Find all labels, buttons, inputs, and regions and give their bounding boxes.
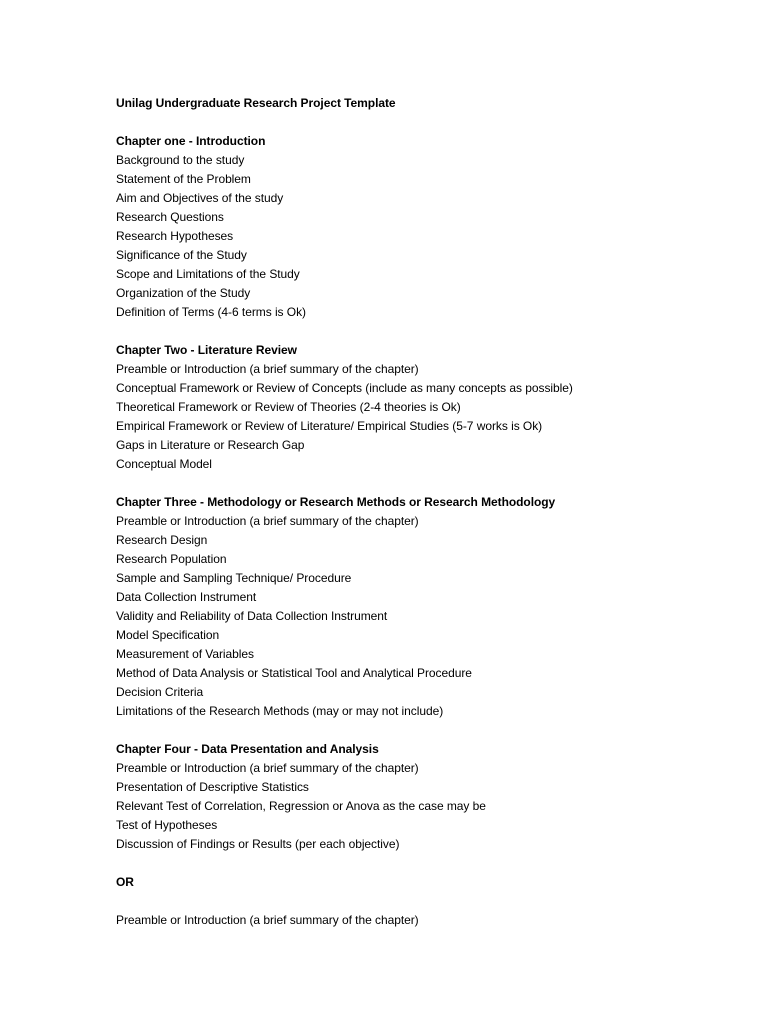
list-item: Scope and Limitations of the Study	[116, 267, 300, 281]
list-item: Limitations of the Research Methods (may or may not include)	[116, 704, 444, 718]
list-item: Organization of the Study	[116, 286, 251, 300]
list-item: Relevant Test of Correlation, Regression or Anova as the case may be	[116, 799, 486, 813]
chapter-heading: Chapter Three - Methodology or Research Methods or Research Methodology	[116, 495, 556, 509]
chapter-heading: Chapter one - Introduction	[116, 134, 266, 148]
spacer	[116, 474, 736, 493]
chapter-two-section	[116, 341, 736, 474]
spacer	[116, 322, 736, 341]
list-item: Decision Criteria	[116, 685, 204, 699]
document-title: Unilag Undergraduate Research Project Template	[116, 96, 396, 110]
chapter-heading: Chapter Four - Data Presentation and Analysis	[116, 742, 379, 756]
list-item: Research Questions	[116, 210, 224, 224]
list-item: Theoretical Framework or Review of Theories (2-4 theories is Ok)	[116, 400, 461, 414]
list-item: Significance of the Study	[116, 248, 247, 262]
spacer	[116, 854, 736, 873]
chapter-heading: Chapter Two - Literature Review	[116, 343, 297, 357]
list-item: Validity and Reliability of Data Collection Instrument	[116, 609, 388, 623]
list-item: Presentation of Descriptive Statistics	[116, 780, 309, 794]
list-item: Aim and Objectives of the study	[116, 191, 284, 205]
spacer	[116, 892, 736, 911]
list-item: Statement of the Problem	[116, 172, 251, 186]
list-item: Definition of Terms (4-6 terms is Ok)	[116, 305, 306, 319]
list-item: Preamble or Introduction (a brief summary of the chapter)	[116, 913, 419, 927]
list-item: Method of Data Analysis or Statistical Tool and Analytical Procedure	[116, 666, 472, 680]
list-item: Test of Hypotheses	[116, 818, 218, 832]
list-item: Preamble or Introduction (a brief summary of the chapter)	[116, 761, 419, 775]
spacer	[116, 721, 736, 740]
list-item: Conceptual Model	[116, 457, 212, 471]
list-item: Preamble or Introduction (a brief summary of the chapter)	[116, 514, 419, 528]
list-item: Empirical Framework or Review of Literature/ Empirical Studies (5-7 works is Ok)	[116, 419, 543, 433]
or-separator: OR	[116, 875, 134, 889]
list-item: Research Hypotheses	[116, 229, 234, 243]
list-item: Preamble or Introduction (a brief summary of the chapter)	[116, 362, 419, 376]
list-item: Gaps in Literature or Research Gap	[116, 438, 305, 452]
list-item: Measurement of Variables	[116, 647, 254, 661]
spacer	[116, 113, 736, 132]
list-item: Model Specification	[116, 628, 220, 642]
list-item: Research Population	[116, 552, 227, 566]
chapter-three-section	[116, 493, 736, 721]
list-item: Discussion of Findings or Results (per each objective)	[116, 837, 400, 851]
chapter-one-section	[116, 132, 736, 322]
list-item: Data Collection Instrument	[116, 590, 257, 604]
list-item: Background to the study	[116, 153, 245, 167]
list-item: Research Design	[116, 533, 208, 547]
list-item: Conceptual Framework or Review of Concepts (include as many concepts as possible)	[116, 381, 573, 395]
document-body	[116, 94, 736, 930]
list-item: Sample and Sampling Technique/ Procedure	[116, 571, 352, 585]
chapter-four-section	[116, 740, 736, 930]
